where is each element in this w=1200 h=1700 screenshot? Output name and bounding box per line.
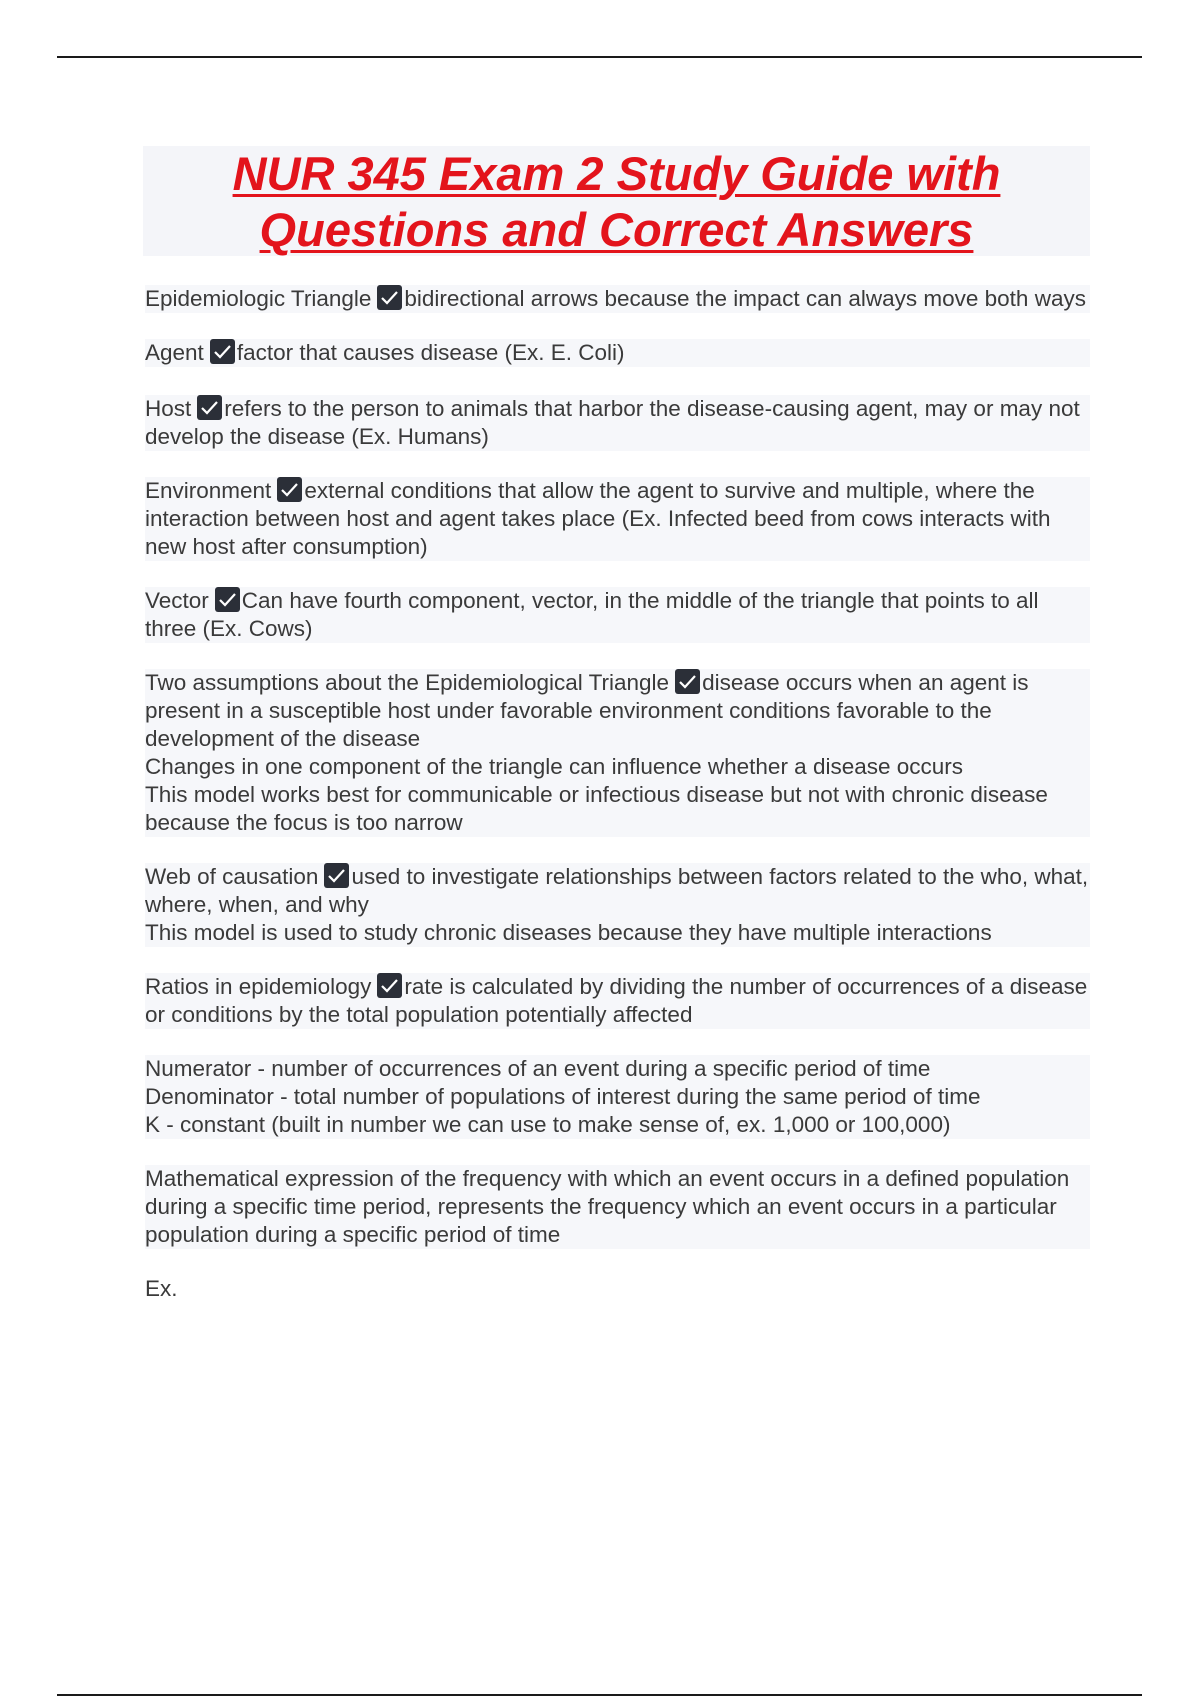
qa-entry [145,339,1090,367]
entry-term: Vector [145,588,209,613]
entry-answer: rate is calculated by dividing the number of occurrences of a disease or conditions by the total population potentially affected [145,974,1088,1027]
title-block [143,146,1090,256]
checkmark-icon [377,973,402,998]
entry-extra-line: This model is used to study chronic diseases because they have multiple interactions [145,920,992,945]
entry-term: Agent [145,340,204,365]
example-label-block [145,1275,1090,1303]
formula-line: K - constant (built in number we can use to make sense of, ex. 1,000 or 100,000) [145,1112,951,1137]
qa-entry [145,973,1090,1029]
checkmark-icon [210,339,235,364]
checkmark-icon [197,395,222,420]
entry-answer: disease occurs when an agent is present in a susceptible host under favorable environment conditions favorable to the development of the disease [145,670,1029,751]
formula-line: Numerator - number of occurrences of an event during a specific period of time [145,1056,931,1081]
entry-extra-line: Changes in one component of the triangle can influence whether a disease occurs [145,754,964,779]
study-guide-content [145,285,1090,1303]
title-line-1: NUR 345 Exam 2 Study Guide with [232,147,1001,200]
checkmark-icon [277,477,302,502]
entry-term: Web of causation [145,864,319,889]
definition-paragraph [145,1165,1090,1249]
formula-notes [145,1055,1090,1139]
qa-entry [145,477,1090,561]
checkmark-icon [377,285,402,310]
qa-entry [145,285,1090,313]
definition-text: Mathematical expression of the frequency with which an event occurs in a defined population during a specific time period, represents the frequency which an event occurs in a particular population during a specific period of time [145,1166,1070,1247]
qa-entry [145,587,1090,643]
qa-entry [145,395,1090,451]
entry-term: Environment [145,478,272,503]
bottom-rule [57,1694,1142,1696]
entry-term: Ratios in epidemiology [145,974,372,999]
entry-term: Epidemiologic Triangle [145,286,372,311]
entry-answer: refers to the person to animals that harbor the disease-causing agent, may or may not develop the disease (Ex. Humans) [145,396,1080,449]
checkmark-icon [675,669,700,694]
entry-answer: factor that causes disease (Ex. E. Coli) [236,340,625,365]
formula-line: Denominator - total number of populations of interest during the same period of time [145,1084,981,1109]
entry-answer: Can have fourth component, vector, in the middle of the triangle that points to all three (Ex. Cows) [145,588,1039,641]
top-rule [57,56,1142,58]
entry-extra-line: This model works best for communicable or infectious disease but not with chronic disease because the focus is too narrow [145,782,1048,835]
title-line-2: Questions and Correct Answers [259,203,974,256]
checkmark-icon [324,863,349,888]
entry-term: Two assumptions about the Epidemiological Triangle [145,670,670,695]
qa-entry [145,669,1090,837]
entry-term: Host [145,396,192,421]
qa-entry [145,863,1090,947]
example-label: Ex. [145,1276,178,1301]
entry-answer: external conditions that allow the agent to survive and multiple, where the interaction between host and agent takes place (Ex. Infected beed from cows interacts with new host after consumption) [145,478,1051,559]
entry-answer: used to investigate relationships between factors related to the who, what, where, when, and why [145,864,1089,917]
checkmark-icon [215,587,240,612]
entry-answer: bidirectional arrows because the impact can always move both ways [404,286,1086,311]
